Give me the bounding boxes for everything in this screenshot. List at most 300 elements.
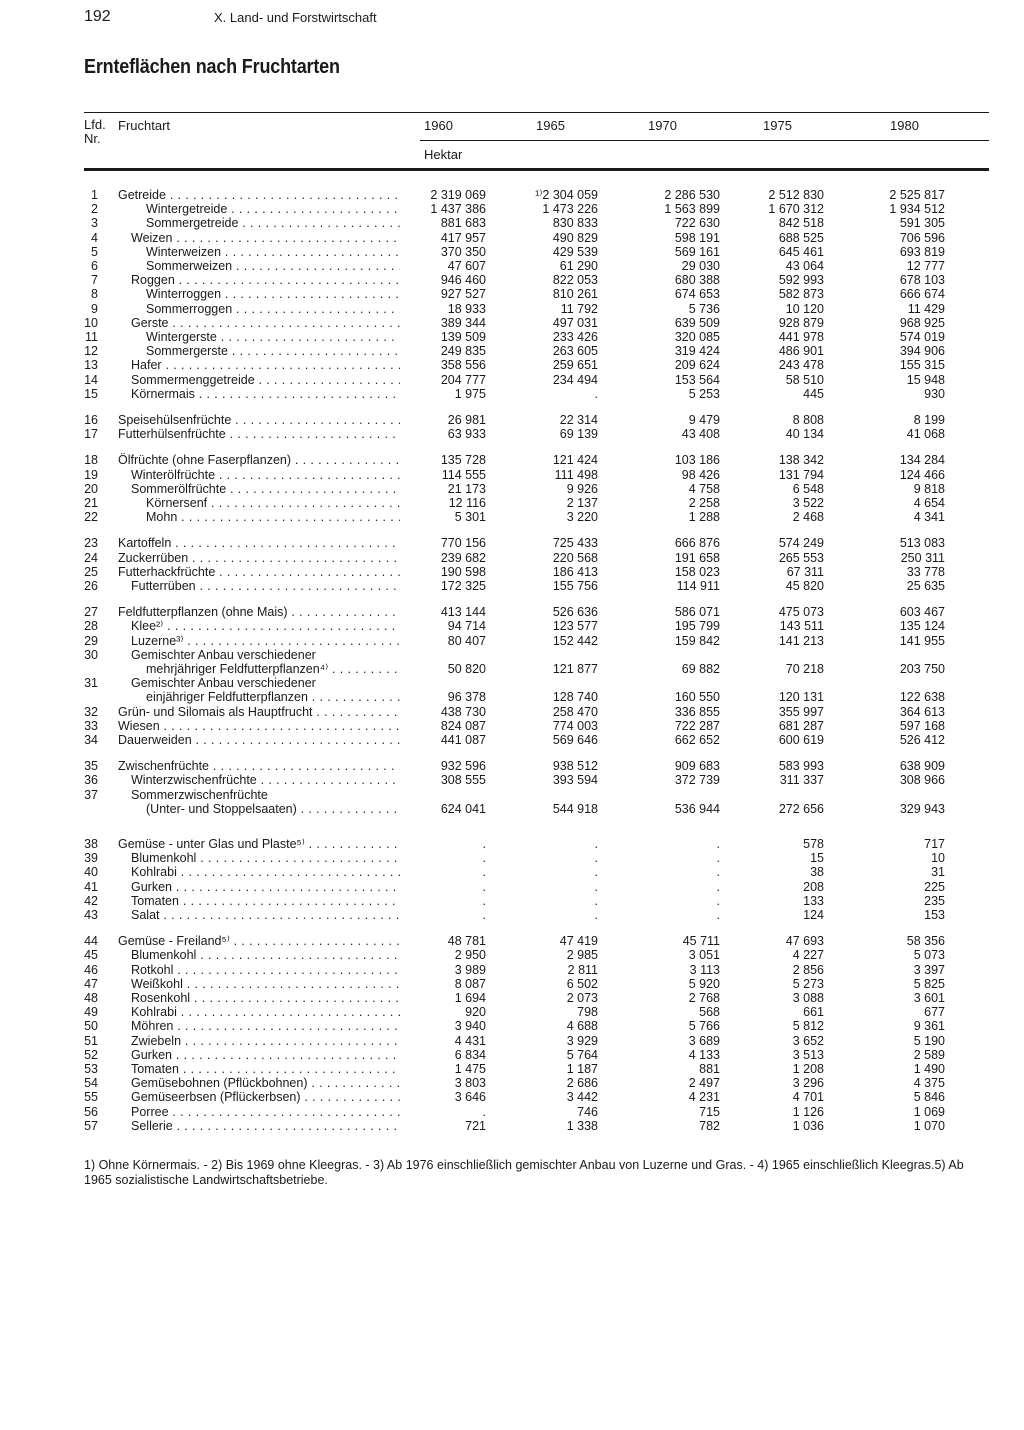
table-row xyxy=(0,245,1024,259)
value-1970: 29 030 xyxy=(681,259,720,273)
column-header-nr: Lfd. Nr. xyxy=(84,117,106,146)
fruchtart-label: Gemüse - Freiland⁵⁾ . . . xyxy=(118,934,400,948)
value-1960: 139 509 xyxy=(440,330,486,344)
row-number: 46 xyxy=(84,962,98,977)
value-1965: 69 139 xyxy=(559,427,598,442)
table-row xyxy=(0,202,1024,216)
row-number: 7 xyxy=(91,273,98,288)
value-1975: 265 553 xyxy=(778,550,824,565)
column-header-1975: 1975 xyxy=(763,118,792,133)
value-1965: 1 187 xyxy=(566,1062,598,1076)
value-1980: 603 467 xyxy=(899,605,945,620)
row-number: 20 xyxy=(84,481,98,496)
value-1960: 438 730 xyxy=(440,704,486,719)
column-header-1960: 1960 xyxy=(424,118,453,133)
table-row xyxy=(0,1048,1024,1062)
table-row xyxy=(0,510,1024,524)
row-number: 47 xyxy=(84,976,98,991)
column-header-1965: 1965 xyxy=(536,118,565,133)
value-1965: 497 031 xyxy=(552,315,598,330)
value-1960: 26 981 xyxy=(447,413,486,427)
table-row xyxy=(0,427,1024,441)
value-1965: 810 261 xyxy=(552,287,598,302)
value-1980: 124 466 xyxy=(899,467,945,482)
row-number: 30 xyxy=(84,647,98,662)
row-number: 1 xyxy=(91,188,98,202)
value-1970: 158 023 xyxy=(674,564,720,579)
value-1960: 1 975 xyxy=(454,386,486,401)
value-1965: 152 442 xyxy=(552,633,598,648)
value-1965: . xyxy=(594,908,598,922)
value-1970: 320 085 xyxy=(674,330,720,344)
value-1970: 69 882 xyxy=(681,662,720,676)
fruchtart-label: Weißkohl . . . xyxy=(131,977,400,991)
row-number: 13 xyxy=(84,358,98,373)
value-1960: 12 116 xyxy=(448,496,486,510)
value-1965: 490 829 xyxy=(552,230,598,245)
value-1975: 67 311 xyxy=(786,564,824,579)
value-1965: 1 473 226 xyxy=(542,202,598,217)
table-row xyxy=(0,773,1024,787)
row-number: 11 xyxy=(85,330,98,344)
table-row xyxy=(0,880,1024,894)
table-row xyxy=(0,705,1024,719)
table-row xyxy=(0,358,1024,372)
value-1980: 513 083 xyxy=(899,536,945,551)
value-1965: 234 494 xyxy=(552,372,598,387)
row-number: 17 xyxy=(84,427,98,442)
row-number: 42 xyxy=(84,893,98,908)
row-number: 12 xyxy=(84,344,98,359)
value-1965: 938 512 xyxy=(552,759,598,774)
value-1975: 486 901 xyxy=(778,344,824,359)
value-1970: 881 xyxy=(699,1062,720,1076)
value-1965: 746 xyxy=(577,1104,598,1119)
value-1975: 47 693 xyxy=(785,934,824,949)
row-number: 15 xyxy=(84,386,98,401)
value-1970: 2 258 xyxy=(688,496,720,510)
row-number: 43 xyxy=(84,908,98,922)
value-1980: 2 525 817 xyxy=(889,188,945,202)
fruchtart-label: einjähriger Feldfutterpflanzen . . . xyxy=(146,690,400,704)
row-number: 55 xyxy=(84,1090,98,1105)
table-row xyxy=(0,991,1024,1005)
value-1960: 96 378 xyxy=(447,690,486,705)
value-1975: 661 xyxy=(803,1005,824,1020)
row-number: 36 xyxy=(84,773,98,788)
value-1980: 250 311 xyxy=(900,550,945,565)
value-1975: 3 088 xyxy=(792,991,824,1005)
fruchtart-label: Roggen . . . xyxy=(131,273,400,287)
table-row xyxy=(0,316,1024,330)
value-1975: 4 701 xyxy=(792,1090,824,1105)
value-1980: 329 943 xyxy=(899,801,945,816)
row-number: 3 xyxy=(91,216,98,231)
value-1975: 475 073 xyxy=(778,605,824,620)
value-1980: 3 397 xyxy=(913,962,945,977)
table-row xyxy=(0,188,1024,202)
value-1960: 172 325 xyxy=(440,579,486,593)
row-number: 25 xyxy=(84,564,98,579)
value-1975: 1 208 xyxy=(792,1062,824,1076)
fruchtart-label: Blumenkohl . . . xyxy=(131,948,400,962)
value-1960: 8 087 xyxy=(454,976,486,991)
value-1975: 441 978 xyxy=(778,330,824,344)
fruchtart-label: Körnersenf . . . xyxy=(146,496,400,510)
table-row xyxy=(0,1062,1024,1076)
value-1980: 574 019 xyxy=(899,330,945,344)
fruchtart-label: Weizen . . . xyxy=(131,231,400,245)
fruchtart-label: Sellerie . . . xyxy=(131,1119,400,1133)
value-1965: 526 636 xyxy=(552,605,598,620)
value-1960: 2 950 xyxy=(454,948,486,963)
value-1970: 114 911 xyxy=(676,579,720,593)
value-1965: 798 xyxy=(577,1005,598,1020)
table-row xyxy=(0,413,1024,427)
fruchtart-label: Sommerölfrüchte . . . xyxy=(131,482,400,496)
row-number: 9 xyxy=(91,301,98,316)
value-1970: 103 186 xyxy=(674,453,720,468)
value-1970: 5 253 xyxy=(688,386,720,401)
value-1965: 569 646 xyxy=(552,733,598,747)
row-number: 31 xyxy=(84,676,98,691)
value-1970: 1 288 xyxy=(688,510,720,525)
fruchtart-label: Sommergetreide . . . xyxy=(146,216,400,230)
value-1975: 928 879 xyxy=(778,315,824,330)
value-1960: 441 087 xyxy=(440,733,486,747)
value-1965: 121 877 xyxy=(552,662,598,676)
value-1960: 5 301 xyxy=(454,510,486,525)
row-number: 10 xyxy=(84,315,98,330)
fruchtart-label: Gemüse - unter Glas und Plaste⁵⁾ . . . xyxy=(118,837,400,851)
value-1975: 592 993 xyxy=(778,273,824,288)
row-number: 50 xyxy=(84,1019,98,1034)
value-1965: 220 568 xyxy=(552,550,598,565)
value-1975: 445 xyxy=(803,386,824,401)
row-number: 49 xyxy=(84,1005,98,1020)
value-1965: 155 756 xyxy=(552,579,598,593)
value-1960: 824 087 xyxy=(440,718,486,733)
value-1975: 6 548 xyxy=(792,481,824,496)
value-1970: 5 736 xyxy=(688,301,720,316)
column-header-1980: 1980 xyxy=(890,118,919,133)
value-1975: 10 120 xyxy=(785,301,824,316)
value-1970: 680 388 xyxy=(674,273,720,288)
row-number: 22 xyxy=(84,510,98,525)
table-row xyxy=(0,963,1024,977)
value-1960: 1 475 xyxy=(454,1062,486,1076)
table-row xyxy=(0,287,1024,301)
table-row xyxy=(0,453,1024,467)
value-1970: 598 191 xyxy=(674,230,720,245)
value-1965: 123 577 xyxy=(552,619,598,634)
value-1980: 394 906 xyxy=(899,344,945,359)
value-1970: 5 920 xyxy=(688,976,720,991)
value-1965: 11 792 xyxy=(560,301,598,316)
value-1980: 15 948 xyxy=(906,372,945,387)
value-1970: 715 xyxy=(699,1104,720,1119)
value-1980: 10 xyxy=(931,851,945,866)
value-1970: 2 286 530 xyxy=(664,188,720,202)
value-1975: 3 513 xyxy=(792,1047,824,1062)
value-1965: 429 539 xyxy=(552,244,598,259)
value-1970: . xyxy=(716,879,720,894)
value-1965: 258 470 xyxy=(552,704,598,719)
value-1960: 308 555 xyxy=(440,773,486,788)
value-1970: 568 xyxy=(699,1005,720,1020)
row-number: 32 xyxy=(84,704,98,719)
value-1965: 5 764 xyxy=(566,1047,598,1062)
value-1960: 204 777 xyxy=(440,372,486,387)
value-1980: 3 601 xyxy=(913,991,945,1005)
value-1960: . xyxy=(482,893,486,908)
value-1970: . xyxy=(716,908,720,922)
value-1960: 3 803 xyxy=(454,1076,486,1091)
value-1960: 624 041 xyxy=(440,801,486,816)
table-row xyxy=(0,788,1024,802)
value-1970: . xyxy=(716,851,720,866)
value-1960: . xyxy=(482,879,486,894)
value-1960: 3 989 xyxy=(454,962,486,977)
value-1965: . xyxy=(594,879,598,894)
fruchtart-label: Sommermenggetreide . . . xyxy=(131,373,400,387)
row-number: 29 xyxy=(84,633,98,648)
value-1965: 22 314 xyxy=(559,413,598,427)
value-1960: 920 xyxy=(465,1005,486,1020)
value-1960: . xyxy=(482,1104,486,1119)
fruchtart-label: Ölfrüchte (ohne Faserpflanzen) . . . xyxy=(118,453,400,467)
fruchtart-label: Möhren . . . xyxy=(131,1019,400,1033)
value-1975: 8 808 xyxy=(792,413,824,427)
value-1970: 3 051 xyxy=(688,948,720,963)
value-1975: 582 873 xyxy=(778,287,824,302)
fruchtart-label: Hafer . . . xyxy=(131,358,400,372)
table-row xyxy=(0,259,1024,273)
table-row xyxy=(0,851,1024,865)
value-1970: 5 766 xyxy=(688,1019,720,1034)
value-1970: 674 653 xyxy=(674,287,720,302)
value-1975: 3 652 xyxy=(792,1033,824,1048)
footnote: 1) Ohne Körnermais. - 2) Bis 1969 ohne Kleegras. - 3) Ab 1976 einschließlich gemischter Anbau von Luzerne und Gras. - 4) 1965 einschließlich Kleegras.5) Ab 1965 sozialistische Landwirtschaftsbetriebe. xyxy=(84,1158,964,1187)
row-number: 24 xyxy=(84,550,98,565)
value-1965: 259 651 xyxy=(552,358,598,373)
row-number: 5 xyxy=(91,244,98,259)
value-1970: 4 231 xyxy=(688,1090,720,1105)
value-1975: 5 812 xyxy=(792,1019,824,1034)
table-row xyxy=(0,676,1024,690)
table-row xyxy=(0,579,1024,593)
value-1975: 131 794 xyxy=(778,467,824,482)
value-1970: 722 287 xyxy=(674,718,720,733)
value-1965: ¹⁾2 304 059 xyxy=(535,188,598,202)
fruchtart-label: Salat . . . xyxy=(131,908,400,922)
value-1980: 597 168 xyxy=(899,718,945,733)
table-row xyxy=(0,865,1024,879)
row-number: 40 xyxy=(84,865,98,880)
fruchtart-label: Sommerweizen . . . xyxy=(146,259,400,273)
fruchtart-label: Kohlrabi . . . xyxy=(131,865,400,879)
value-1975: 842 518 xyxy=(778,216,824,231)
value-1970: 3 689 xyxy=(688,1033,720,1048)
fruchtart-label: Mohn . . . xyxy=(146,510,400,524)
row-number: 23 xyxy=(84,536,98,551)
table-row xyxy=(0,977,1024,991)
value-1975: 1 670 312 xyxy=(768,202,824,217)
value-1980: 12 777 xyxy=(906,259,945,273)
row-number: 8 xyxy=(91,287,98,302)
value-1980: 8 199 xyxy=(913,413,945,427)
table-row xyxy=(0,330,1024,344)
value-1965: 121 424 xyxy=(552,453,598,468)
table-row xyxy=(0,719,1024,733)
column-header-1970: 1970 xyxy=(648,118,677,133)
value-1980: 930 xyxy=(924,386,945,401)
value-1970: 3 113 xyxy=(689,962,720,977)
value-1970: 666 876 xyxy=(674,536,720,551)
value-1975: 120 131 xyxy=(778,690,824,705)
value-1970: 639 509 xyxy=(674,315,720,330)
value-1980: 141 955 xyxy=(899,633,945,648)
value-1975: 3 522 xyxy=(792,496,824,510)
value-1960: 94 714 xyxy=(447,619,486,634)
row-number: 27 xyxy=(84,605,98,620)
table-row xyxy=(0,1090,1024,1104)
fruchtart-label: Wintergerste . . . xyxy=(146,330,400,344)
table-row xyxy=(0,344,1024,358)
value-1960: 2 319 069 xyxy=(430,188,486,202)
value-1975: 1 126 xyxy=(792,1104,824,1119)
fruchtart-label: Luzerne³⁾ . . . xyxy=(131,634,400,648)
fruchtart-label: Futterrüben . . . xyxy=(131,579,400,593)
value-1960: 3 646 xyxy=(454,1090,486,1105)
value-1970: . xyxy=(716,893,720,908)
value-1965: 393 594 xyxy=(552,773,598,788)
value-1980: 4 375 xyxy=(913,1076,945,1091)
table-row xyxy=(0,634,1024,648)
value-1965: 263 605 xyxy=(552,344,598,359)
value-1980: 58 356 xyxy=(906,934,945,949)
value-1980: 25 635 xyxy=(906,579,945,593)
value-1975: 45 820 xyxy=(785,579,824,593)
value-1970: 4 758 xyxy=(688,481,720,496)
value-1965: 1 338 xyxy=(566,1118,598,1133)
value-1960: 50 820 xyxy=(447,662,486,676)
fruchtart-label: mehrjähriger Feldfutterpflanzen⁴⁾ . . . xyxy=(146,662,400,676)
fruchtart-label: Gerste . . . xyxy=(131,316,400,330)
value-1960: 190 598 xyxy=(440,564,486,579)
value-1975: 2 856 xyxy=(792,962,824,977)
value-1960: . xyxy=(482,851,486,866)
row-number: 44 xyxy=(84,934,98,949)
table-row xyxy=(0,605,1024,619)
row-number: 51 xyxy=(84,1033,98,1048)
value-1975: 5 273 xyxy=(792,976,824,991)
fruchtart-label: Blumenkohl . . . xyxy=(131,851,400,865)
value-1980: 41 068 xyxy=(906,427,945,442)
value-1965: 9 926 xyxy=(566,481,598,496)
fruchtart-label: Zwiebeln . . . xyxy=(131,1034,400,1048)
value-1980: 1 490 xyxy=(913,1062,945,1076)
row-number: 45 xyxy=(84,948,98,963)
value-1965: . xyxy=(594,851,598,866)
value-1975: 40 134 xyxy=(785,427,824,442)
value-1975: 243 478 xyxy=(778,358,824,373)
table-row xyxy=(0,216,1024,230)
value-1965: 4 688 xyxy=(566,1019,598,1034)
value-1965: 6 502 xyxy=(566,976,598,991)
value-1960: 239 682 xyxy=(440,550,486,565)
value-1965: . xyxy=(594,837,598,851)
value-1975: 70 218 xyxy=(785,662,824,676)
value-1960: 770 156 xyxy=(440,536,486,551)
fruchtart-label: Sommergerste . . . xyxy=(146,344,400,358)
row-number: 35 xyxy=(84,759,98,774)
fruchtart-label: Sommerzwischenfrüchte xyxy=(131,787,268,802)
value-1965: 725 433 xyxy=(552,536,598,551)
table-row xyxy=(0,496,1024,510)
row-number: 2 xyxy=(91,202,98,217)
value-1980: 153 xyxy=(924,908,945,922)
value-1980: 308 966 xyxy=(899,773,945,788)
value-1960: 721 xyxy=(465,1118,486,1133)
value-1960: 63 933 xyxy=(447,427,486,442)
row-number: 39 xyxy=(84,851,98,866)
value-1960: 6 834 xyxy=(454,1047,486,1062)
fruchtart-label: Wiesen . . . xyxy=(118,719,400,733)
value-1980: 225 xyxy=(924,879,945,894)
table-row xyxy=(0,802,1024,816)
value-1960: . xyxy=(482,865,486,880)
table-row xyxy=(0,908,1024,922)
value-1965: 3 442 xyxy=(566,1090,598,1105)
value-1980: 591 305 xyxy=(899,216,945,231)
row-number: 19 xyxy=(84,467,98,482)
value-1980: 5 846 xyxy=(913,1090,945,1105)
value-1980: 9 361 xyxy=(913,1019,945,1034)
fruchtart-label: Klee²⁾ . . . xyxy=(131,619,400,633)
value-1980: 526 412 xyxy=(899,733,945,747)
row-number: 21 xyxy=(84,496,98,510)
fruchtart-label: Kartoffeln . . . xyxy=(118,536,400,550)
fruchtart-label: Getreide . . . xyxy=(118,188,400,202)
page-title: Ernteflächen nach Fruchtarten xyxy=(84,56,340,78)
value-1980: 155 315 xyxy=(899,358,945,373)
value-1965: 3 220 xyxy=(566,510,598,525)
value-1980: 135 124 xyxy=(899,619,945,634)
row-number: 54 xyxy=(84,1076,98,1091)
row-number: 26 xyxy=(84,579,98,593)
value-1975: 2 512 830 xyxy=(768,188,824,202)
value-1980: 4 654 xyxy=(913,496,945,510)
value-1975: 141 213 xyxy=(778,633,824,648)
value-1970: . xyxy=(716,865,720,880)
value-1980: 677 xyxy=(924,1005,945,1020)
table-row xyxy=(0,619,1024,633)
fruchtart-label: Gurken . . . xyxy=(131,880,400,894)
value-1960: 114 555 xyxy=(441,467,486,482)
running-header: X. Land- und Forstwirtschaft xyxy=(214,10,377,25)
value-1970: 9 479 xyxy=(688,413,720,427)
value-1960: 4 431 xyxy=(454,1033,486,1048)
fruchtart-label: Kohlrabi . . . xyxy=(131,1005,400,1019)
table-row xyxy=(0,1076,1024,1090)
fruchtart-label: (Unter- und Stoppelsaaten) . . . xyxy=(146,802,400,816)
value-1970: 1 563 899 xyxy=(664,202,720,217)
value-1975: 645 461 xyxy=(778,244,824,259)
value-1960: 881 683 xyxy=(440,216,486,231)
table-row xyxy=(0,948,1024,962)
value-1970: . xyxy=(716,837,720,851)
